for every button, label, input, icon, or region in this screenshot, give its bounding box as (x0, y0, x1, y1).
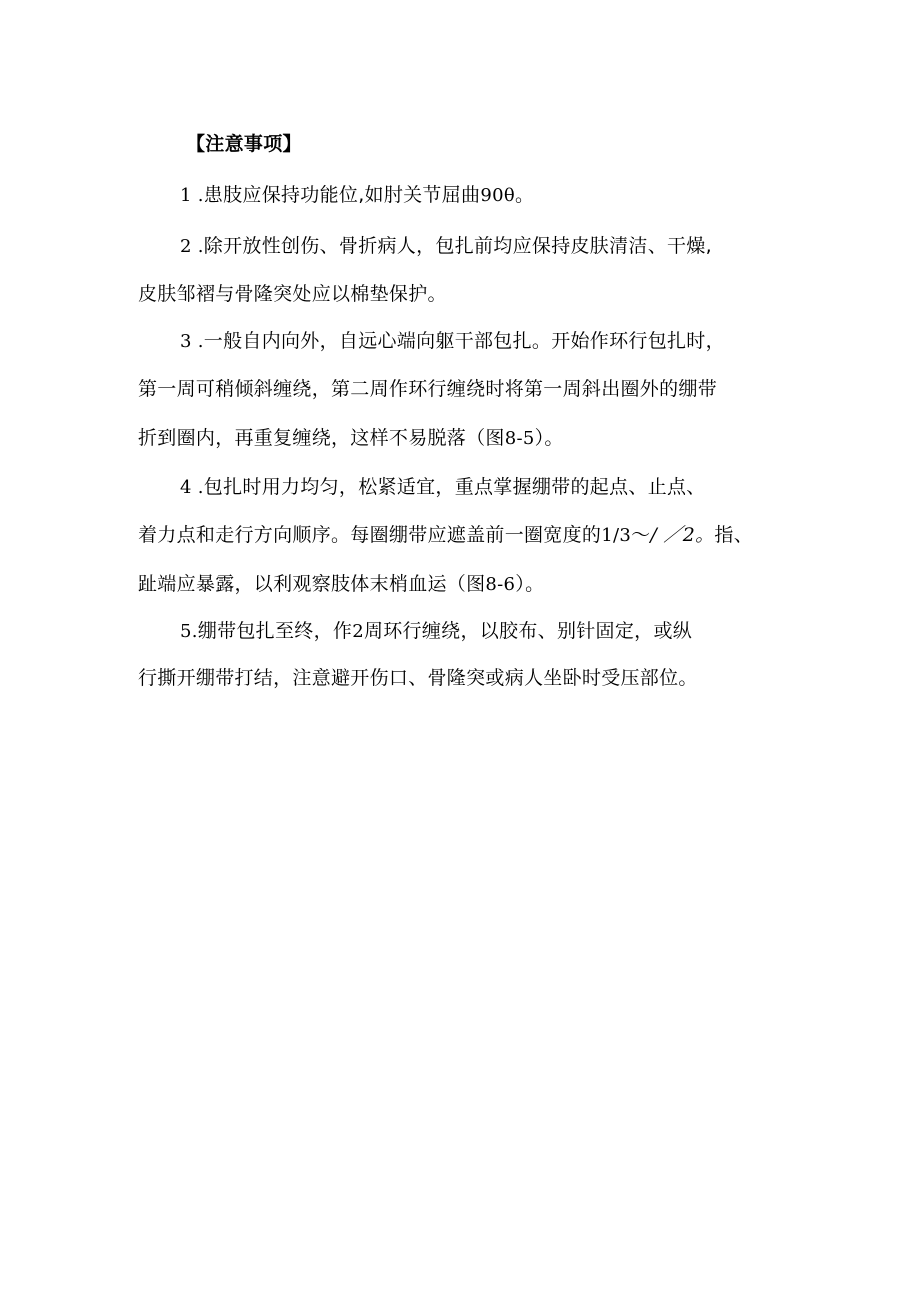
figure-reference: 8-6 (485, 574, 516, 595)
item-text: 绷带包扎至终，作 (197, 620, 353, 642)
item-text-end: 。 (515, 184, 535, 206)
count-value: 2 (352, 621, 364, 642)
item-text-end: 指、 (714, 524, 754, 546)
item-text: 折到圈内，再重复缠绕，这样不易脱落（图 (138, 427, 505, 449)
angle-value: 90θ (480, 185, 515, 206)
note-item-5 (180, 617, 692, 646)
note-item-1 (180, 181, 534, 210)
note-item-3 (180, 327, 725, 356)
note-item-3-continuation (138, 424, 564, 453)
note-item-3-continuation: 第一周可稍倾斜缠绕，第二周作环行缠绕时将第一周斜出圈外的绷带 (138, 378, 718, 400)
note-item-4 (180, 473, 706, 502)
item-text: 除开放性创伤、骨折病人，包扎前均应保持皮肤清洁、干燥, (203, 235, 712, 257)
fraction-value: / ／2。 (650, 524, 715, 546)
note-item-4-continuation (138, 521, 753, 550)
item-number: 1 . (180, 185, 204, 206)
note-item-4-continuation (138, 570, 544, 599)
item-text: 周环行缠绕，以胶布、别针固定，或纵 (363, 620, 693, 642)
item-number: 3 . (180, 331, 204, 352)
item-text: 患肢应保持功能位,如肘关节屈曲 (203, 184, 481, 206)
note-item-2 (180, 232, 712, 261)
item-text: 包扎时用力均匀，松紧适宜，重点掌握绷带的起点、止点、 (203, 476, 706, 498)
item-number: 4 . (180, 477, 204, 498)
note-item-2-continuation: 皮肤邹褶与骨隆突处应以棉垫保护。 (138, 283, 447, 305)
item-text: 趾端应暴露，以利观察肢体末梢血运（图 (138, 573, 486, 595)
item-text: 着力点和走行方向顺序。每圈绷带应遮盖前一圈宽度的 (138, 524, 602, 546)
item-text-end: ）。 (534, 427, 564, 449)
section-heading: 【注意事项】 (186, 133, 302, 155)
range-tilde: ～ (631, 524, 651, 546)
note-item-5-continuation: 行撕开绷带打结，注意避开伤口、骨隆突或病人坐卧时受压部位。 (138, 667, 698, 689)
fraction-value: 1/3 (601, 525, 632, 546)
item-text: 一般自内向外，自远心端向躯干部包扎。开始作环行包扎时， (203, 330, 725, 352)
item-number: 2 . (180, 236, 204, 257)
item-text-end: ）。 (515, 573, 545, 595)
item-number: 5. (180, 621, 198, 642)
figure-reference: 8-5 (504, 428, 535, 449)
